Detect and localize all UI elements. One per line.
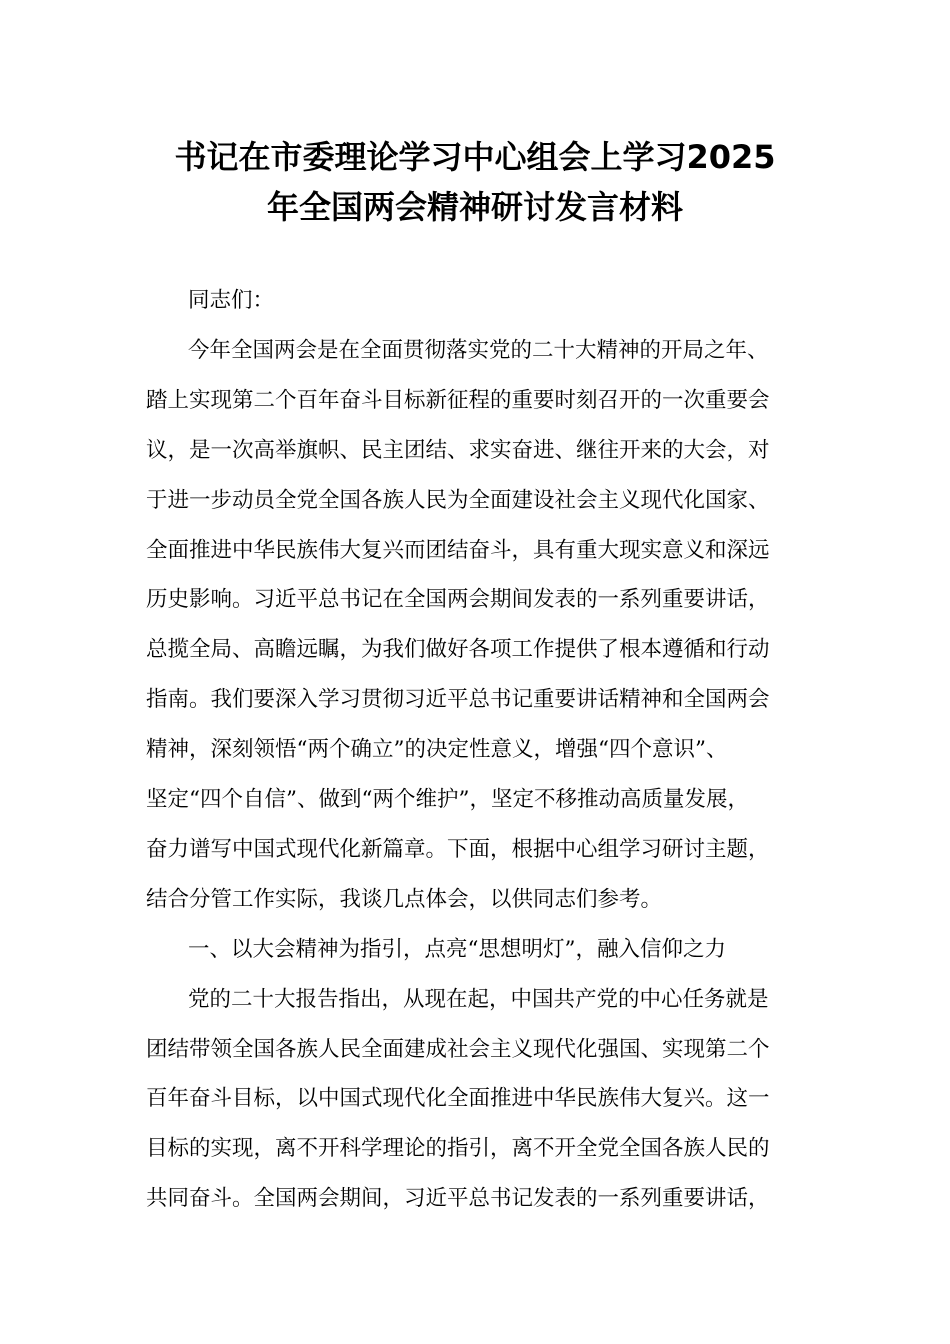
body-line: 团结带领全国各族人民全面建成社会主义现代化强国、实现第二个	[146, 1037, 770, 1062]
body-line: 奋力谱写中国式现代化新篇章。下面，根据中心组学习研讨主题，	[146, 837, 770, 862]
body-line: 历史影响。习近平总书记在全国两会期间发表的一系列重要讲话，	[146, 587, 770, 612]
body-line: 今年全国两会是在全面贯彻落实党的二十大精神的开局之年、	[188, 338, 769, 363]
body-line: 党的二十大报告指出，从现在起，中国共产党的中心任务就是	[188, 987, 769, 1012]
body-line: 目标的实现，离不开科学理论的指引，离不开全党全国各族人民的	[146, 1136, 770, 1161]
body-line: 议，是一次高举旗帜、民主团结、求实奋进、继往开来的大会，对	[146, 438, 770, 463]
body-line: 共同奋斗。全国两会期间，习近平总书记发表的一系列重要讲话，	[146, 1186, 770, 1211]
document-title-line-1: 书记在市委理论学习中心组会上学习2025	[174, 138, 776, 176]
document-title-line-2: 年全国两会精神研讨发言材料	[266, 188, 683, 226]
body-line: 坚定“四个自信”、做到“两个维护”，坚定不移推动高质量发展，	[146, 787, 749, 812]
body-line: 踏上实现第二个百年奋斗目标新征程的重要时刻召开的一次重要会	[146, 388, 770, 413]
body-line: 结合分管工作实际，我谈几点体会，以供同志们参考。	[146, 887, 663, 912]
body-line: 百年奋斗目标，以中国式现代化全面推进中华民族伟大复兴。这一	[146, 1086, 770, 1111]
body-line: 指南。我们要深入学习贯彻习近平总书记重要讲话精神和全国两会	[146, 687, 770, 712]
body-line: 总揽全局、高瞻远瞩，为我们做好各项工作提供了根本遵循和行动	[146, 637, 770, 662]
body-line: 精神，深刻领悟“两个确立”的决定性意义，增强“四个意识”、	[146, 737, 728, 762]
section-heading: 一、以大会精神为指引，点亮“思想明灯”，融入信仰之力	[188, 937, 726, 962]
body-line: 于进一步动员全党全国各族人民为全面建设社会主义现代化国家、	[146, 488, 770, 513]
salutation: 同志们：	[188, 288, 275, 313]
body-line: 全面推进中华民族伟大复兴而团结奋斗，具有重大现实意义和深远	[146, 538, 770, 563]
